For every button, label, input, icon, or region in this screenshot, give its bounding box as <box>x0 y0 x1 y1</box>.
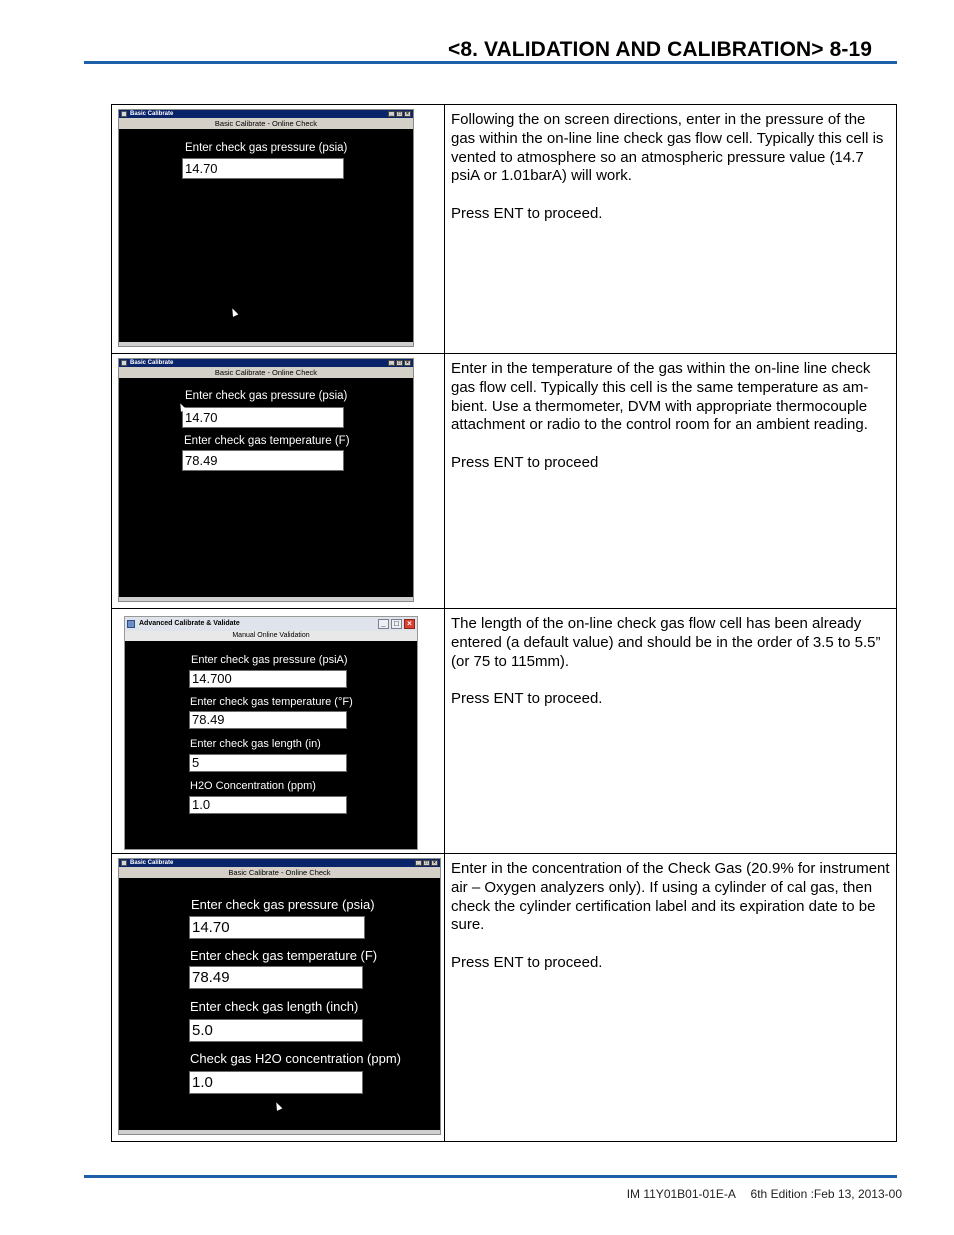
procedure-row <box>112 354 897 609</box>
screenshot-cell <box>112 854 445 1142</box>
close-icon[interactable]: × <box>431 860 438 866</box>
length-label: Enter check gas length (in) <box>190 738 321 750</box>
pressure-label: Enter check gas pressure (psiA) <box>191 654 348 666</box>
app-window <box>118 109 414 347</box>
close-icon[interactable]: × <box>404 619 415 629</box>
window-titlebar <box>119 859 440 867</box>
temperature-input[interactable]: 78.49 <box>182 450 344 471</box>
document-number: IM 11Y01B01-01E-A <box>626 1187 736 1201</box>
page-footer <box>627 1187 902 1201</box>
maximize-icon[interactable]: □ <box>397 360 402 366</box>
pressure-label: Enter check gas pressure (psia) <box>185 390 348 402</box>
minimize-icon[interactable]: _ <box>415 860 422 866</box>
minimize-icon[interactable]: _ <box>388 360 395 366</box>
close-icon[interactable]: × <box>404 111 411 117</box>
window-title: Advanced Calibrate & Validate <box>139 620 240 627</box>
app-window <box>118 358 414 602</box>
minimize-icon[interactable]: _ <box>378 619 389 629</box>
procedure-table <box>111 104 897 1142</box>
temperature-input[interactable]: 78.49 <box>189 966 363 989</box>
window-subtitle: Manual Online Validation <box>125 631 417 641</box>
maximize-icon[interactable]: □ <box>424 860 429 866</box>
instruction-cell <box>445 105 897 354</box>
app-icon <box>121 860 127 866</box>
window-subtitle: Basic Calibrate - Online Check <box>119 367 413 378</box>
window-bottom-band <box>119 1130 440 1134</box>
mouse-cursor-icon <box>274 1101 283 1111</box>
app-window <box>118 858 441 1135</box>
pressure-input[interactable]: 14.70 <box>189 916 365 939</box>
instruction-text: Following the on screen directions, enter in the pressure of the gas within the on-line line check gas flow cell. Typically this cell is vented to atmosphere so an atmospheric pressure value (14.7 psiA or 1.01barA) will work. <box>451 111 884 185</box>
pressure-input[interactable]: 14.70 <box>182 158 344 179</box>
app-window <box>124 616 418 850</box>
length-label: Enter check gas length (inch) <box>190 999 359 1014</box>
footer-divider <box>84 1175 897 1178</box>
edition-date: 6th Edition :Feb 13, 2013-00 <box>750 1187 902 1201</box>
window-subtitle: Basic Calibrate - Online Check <box>119 118 413 129</box>
length-input[interactable]: 5 <box>189 754 347 772</box>
window-title: Basic Calibrate <box>130 360 174 366</box>
screenshot-cell <box>112 105 445 354</box>
h2o-input[interactable]: 1.0 <box>189 796 347 814</box>
minimize-icon[interactable]: _ <box>388 111 395 117</box>
window-title: Basic Calibrate <box>130 860 174 866</box>
proceed-note: Press ENT to proceed. <box>451 204 603 222</box>
page-header-title: <8. VALIDATION AND CALIBRATION> 8-19 <box>447 38 872 61</box>
window-bottom-band <box>119 342 413 346</box>
instruction-cell <box>445 354 897 609</box>
procedure-row <box>112 609 897 854</box>
window-titlebar <box>125 617 417 631</box>
instruction-text: Enter in the temperature of the gas within the on-line line check gas flow cell. Typically this cell is the same temperature as am-bient. Use a thermometer, DVM with appropriate thermocouple attachment or radio to the control room for an ambient reading. <box>451 360 871 434</box>
app-icon <box>127 620 135 628</box>
pressure-label: Enter check gas pressure (psia) <box>191 897 375 912</box>
window-titlebar <box>119 110 413 118</box>
window-titlebar <box>119 359 413 367</box>
maximize-icon[interactable]: □ <box>397 111 402 117</box>
h2o-label: H2O Concentration (ppm) <box>190 780 316 792</box>
pressure-label: Enter check gas pressure (psia) <box>185 142 348 154</box>
h2o-input[interactable]: 1.0 <box>189 1071 363 1094</box>
window-bottom-band <box>119 597 413 601</box>
mouse-cursor-icon <box>230 307 239 317</box>
temperature-label: Enter check gas temperature (°F) <box>190 696 353 708</box>
window-title: Basic Calibrate <box>130 111 174 117</box>
procedure-row <box>112 105 897 354</box>
h2o-label: Check gas H2O concentration (ppm) <box>190 1051 401 1066</box>
pressure-input[interactable]: 14.70 <box>182 407 344 428</box>
maximize-icon[interactable]: □ <box>391 619 402 629</box>
length-input[interactable]: 5.0 <box>189 1019 363 1042</box>
temperature-label: Enter check gas temperature (F) <box>184 435 350 447</box>
app-icon <box>121 360 127 366</box>
screenshot-cell <box>112 609 445 854</box>
pressure-input[interactable]: 14.700 <box>189 670 347 688</box>
temperature-label: Enter check gas temperature (F) <box>190 948 378 963</box>
screenshot-cell <box>112 354 445 609</box>
close-icon[interactable]: × <box>404 360 411 366</box>
header-divider <box>84 61 897 64</box>
procedure-row <box>112 854 897 1142</box>
temperature-input[interactable]: 78.49 <box>189 711 347 729</box>
window-subtitle: Basic Calibrate - Online Check <box>119 867 440 878</box>
proceed-note: Press ENT to proceed. <box>451 690 603 708</box>
instruction-cell <box>445 609 897 854</box>
app-icon <box>121 111 127 117</box>
instruction-cell <box>445 854 897 1142</box>
instruction-text: The length of the on-line check gas flow cell has been already entered (a default value) and should be in the order of 3.5 to 5.5” (or 75 to 115mm). <box>451 615 881 670</box>
proceed-note: Press ENT to proceed <box>451 453 599 471</box>
instruction-text: Enter in the concentration of the Check Gas (20.9% for instrument air – Oxygen analyzers only). If using a cylinder of cal gas, then check the cylinder certification label and its expiration date to be sure. <box>451 860 890 934</box>
proceed-note: Press ENT to proceed. <box>451 953 603 971</box>
